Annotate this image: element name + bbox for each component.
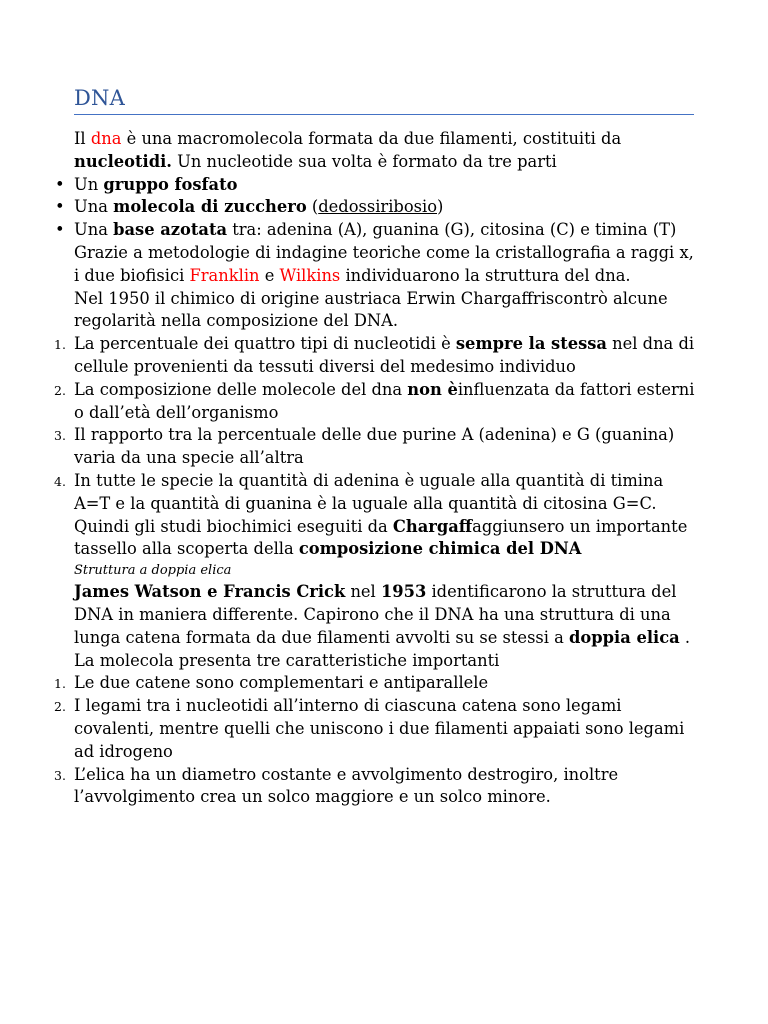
item-bold-text: sempre la stessa [455,334,607,354]
bullet-item [55,174,698,197]
paragraph-1950: Nel 1950 il chimico di origine austriaca Erwin Chargaffriscontrò alcune regolarità nella composizione del DNA. [74,288,668,331]
bullet-bold-text: molecola di zucchero [113,197,307,217]
paragraph-text: e [259,265,280,285]
paragraph-grazie [74,242,698,288]
item-text: L’elica ha un diametro costante e avvolgimento destrogiro, inoltre l’avvolgimento crea un solco maggiore e un solco minore. [74,764,619,807]
document-body [54,128,698,809]
bullet-text: ) [437,197,444,217]
numbered-item [54,379,698,425]
numbered-item [54,695,698,763]
numbered-item [54,764,698,810]
page-title: DNA [74,86,125,110]
title-underline-rule [74,114,694,115]
chargaff-bold: Chargaff [392,516,473,536]
list-number: 2. [54,382,66,398]
paragraph-text: . [679,627,691,647]
numbered-item [54,333,698,379]
item-text: In tutte le specie la quantità di adenina è uguale alla quantità di timina A=T e la quantità di guanina è la uguale alla quantità di citosina G=C. [74,470,664,513]
paragraph-watson-crick [74,581,698,649]
year-bold: 1953 [380,582,427,602]
dna-highlight: dna [90,129,122,148]
scientists-bold: James Watson e Francis Crick [74,582,346,602]
bullet-text: Una [74,197,114,217]
list-number: 3. [54,428,66,444]
underlined-term: dedossiribosio [318,197,437,217]
bullet-symbol: • [55,197,65,217]
intro-text: Il [74,129,91,148]
bullet-item [55,196,698,219]
bullet-text: Un [74,174,104,194]
paragraph-molecola: La molecola presenta tre caratteristiche importanti [74,650,500,670]
item-text: influenzata da fattori esterni o dall’età dell’organismo [74,379,695,422]
paragraph-text: nel [345,582,381,602]
paragraph-text: identificarono la struttura del DNA in maniera differente. Capirono che il DNA ha una struttura di una lunga catena formata da due filamenti avvolti su se stessi a [74,582,677,647]
nucleotidi-bold: nucleotidi. [74,151,172,171]
paragraph-text: aggiunsero un importante tassello alla scoperta della [74,516,688,559]
list-number: 1. [54,337,66,353]
paragraph-text: individuarono la struttura del dna. [340,265,631,285]
bullet-bold-text: gruppo fosfato [103,174,238,194]
numbered-item [54,424,698,470]
item-text: La percentuale dei quattro tipi di nucleotidi è [74,334,456,354]
intro-text: Un nucleotide sua volta è formato da tre parti [171,151,557,171]
bullet-text: Una [74,220,114,240]
list-number: 1. [54,676,66,692]
item-text: Le due catene sono complementari e antiparallele [74,673,489,693]
item-text: I legami tra i nucleotidi all’interno di ciascuna catena sono legami covalenti, mentre quelli che uniscono i due filamenti appaiati sono legami ad idrogeno [74,696,685,761]
numbered-item [54,672,698,695]
paragraph-text: Quindi gli studi biochimici eseguiti da [74,516,393,536]
item-bold-text: non è [407,379,458,399]
item-text: Il rapporto tra la percentuale delle due purine A (adenina) e G (guanina) varia da una specie all’altra [74,425,675,468]
list-number: 4. [54,473,66,489]
doppia-elica-bold: doppia elica [569,627,680,647]
wilkins-highlight: Wilkins [279,265,341,285]
subheading: Struttura a doppia elica [74,563,232,579]
composizione-bold: composizione chimica del DNA [298,539,582,559]
intro-paragraph [74,128,698,174]
numbered-item [54,470,698,516]
bullet-symbol: • [55,174,65,194]
franklin-highlight: Franklin [189,265,260,285]
bullet-symbol: • [55,220,65,240]
bullet-text: tra: adenina (A), guanina (G), citosina (C) e timina (T) [227,220,677,240]
paragraph-quindi [74,516,698,562]
bullet-item [55,219,698,242]
bullet-text: ( [306,197,319,217]
intro-text: è una macromolecola formata da due filamenti, costituiti da [121,129,622,148]
list-number: 2. [54,699,66,715]
list-number: 3. [54,767,66,783]
bullet-bold-text: base azotata [113,220,228,240]
item-text: La composizione delle molecole del dna [74,379,408,399]
item-text: nel dna di cellule provenienti da tessuti diversi del medesimo individuo [74,334,695,376]
paragraph-text: Grazie a metodologie di indagine teoriche come la cristallografia a raggi x, i due biofisici [74,242,694,285]
